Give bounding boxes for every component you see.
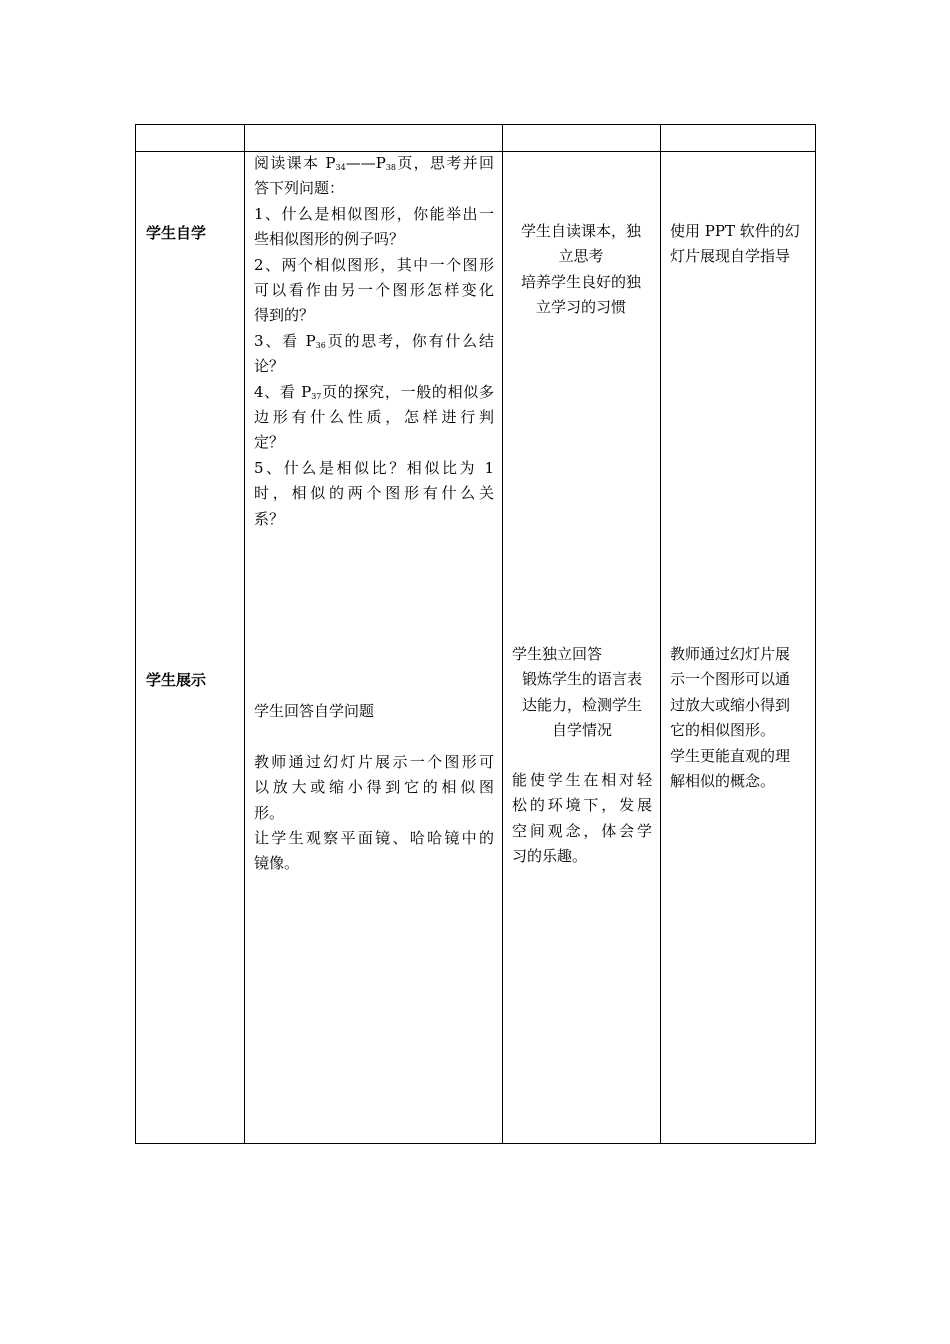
- content-line: 可以看作由另一个图形怎样变化: [254, 281, 494, 300]
- media-line: 教师通过幻灯片展: [670, 645, 791, 663]
- media-line: 学生更能直观的理: [670, 746, 791, 765]
- content-line: 系？: [254, 509, 285, 528]
- content-line: 5、什么是相似比？相似比为 1: [254, 458, 494, 477]
- media-line: 使用 PPT 软件的幻: [670, 222, 800, 240]
- content-line: 2、两个相似图形，其中一个图形: [254, 255, 494, 274]
- content-line: 得到的？: [254, 306, 315, 325]
- activity-line: 习的乐趣。: [512, 847, 588, 866]
- content-line: 些相似图形的例子吗？: [254, 230, 405, 249]
- content-line: 学生回答自学问题: [254, 702, 375, 720]
- content-line: 定？: [254, 433, 285, 452]
- row-label-self-study: 学生自学: [146, 224, 207, 242]
- activity-line: 立学习的习惯: [535, 298, 626, 317]
- activity-line: 学生独立回答: [512, 645, 603, 663]
- content-line: 3、看 $P_{36}$页的思考，你有什么结: [254, 331, 494, 350]
- media-line: 解相似的概念。: [670, 772, 776, 791]
- column-divider: [244, 125, 245, 1143]
- self-study-media: [670, 219, 800, 270]
- activity-line: 立思考: [558, 247, 604, 266]
- content-line: 论？: [254, 357, 285, 376]
- activity-line: 培养学生良好的独: [520, 272, 641, 291]
- content-line: 以放大或缩小得到它的相似图: [254, 778, 494, 797]
- column-divider: [660, 125, 661, 1143]
- content-line: 阅读课本 $P_{34}——P_{38}$页，思考并回: [254, 154, 494, 172]
- row-label-student-display: 学生展示: [146, 671, 207, 689]
- content-line: 教师通过幻灯片展示一个图形可: [254, 752, 494, 771]
- content-line: 答下列问题：: [254, 179, 345, 198]
- content-line: 让学生观察平面镜、哈哈镜中的: [254, 829, 494, 848]
- content-line: 边形有什么性质，怎样进行判: [254, 408, 494, 427]
- activity-line: 能使学生在相对轻: [512, 771, 652, 789]
- content-line: 时，相似的两个图形有什么关: [254, 484, 494, 503]
- content-line: 镜像。: [254, 854, 300, 873]
- activity-line: 达能力，检测学生: [521, 695, 642, 714]
- activity-line: 松的环境下，发展: [512, 796, 652, 815]
- activity-line: 锻炼学生的语言表: [521, 670, 642, 689]
- student-display-activity-bottom: [512, 768, 652, 870]
- content-line: 4、看 $P_{37}$页的探究，一般的相似多: [254, 382, 494, 401]
- content-line: 形。: [254, 803, 285, 822]
- self-study-questions: [254, 151, 494, 532]
- content-line: 1、什么是相似图形，你能举出一: [254, 204, 494, 223]
- student-display-content: [254, 699, 494, 877]
- student-display-activity-top: [512, 642, 652, 744]
- media-line: 过放大或缩小得到: [670, 695, 791, 714]
- media-line: 它的相似图形。: [670, 721, 776, 740]
- media-line: 灯片展现自学指导: [670, 247, 791, 266]
- media-line: 示一个图形可以通: [670, 670, 791, 689]
- self-study-student-activity: [502, 219, 660, 321]
- activity-line: 自学情况: [551, 721, 612, 740]
- lesson-table: [135, 124, 816, 1144]
- activity-line: 学生自读课本，独: [520, 222, 641, 240]
- activity-line: 空间观念，体会学: [512, 821, 652, 840]
- student-display-media: [670, 642, 810, 794]
